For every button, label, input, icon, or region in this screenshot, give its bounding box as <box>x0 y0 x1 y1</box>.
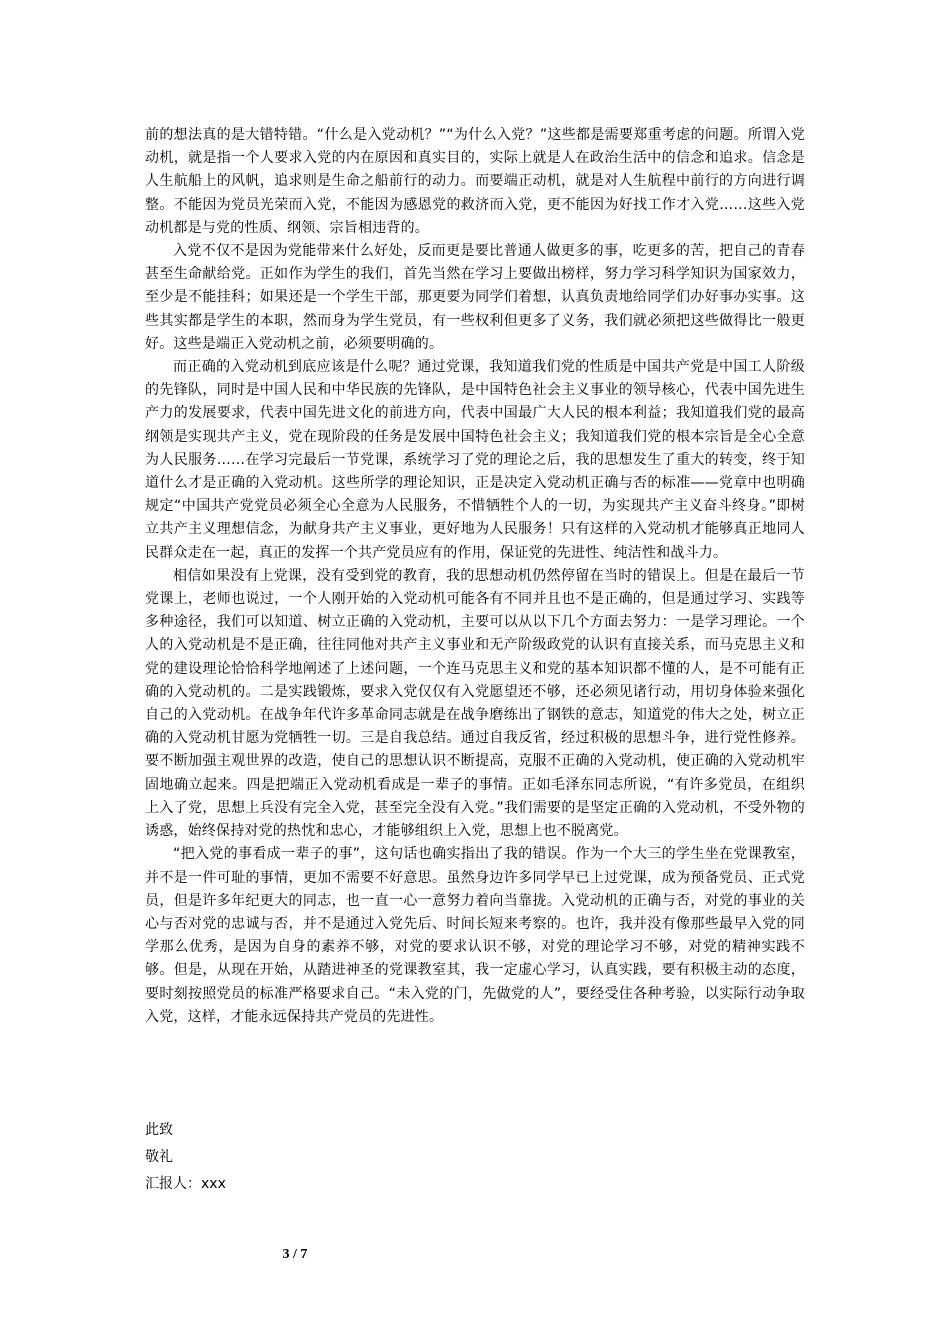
document-body <box>145 124 805 1029</box>
paragraph-4: 相信如果没有上党课，没有受到党的教育，我的思想动机仍然停留在当时的错误上。但是在最后一节党课上，老师也说过，一个人刚开始的入党动机可能各有不同并且也不是正确的，但是通过学习、实践等多种途径，我们可以知道、树立正确的入党动机，主要可以从以下几个方面去努力：一是学习理论。一个人的入党动机是不是正确，往往同他对共产主义事业和无产阶级政党的认识有直接关系，而马克思主义和党的建设理论恰恰科学地阐述了上述问题，一个连马克思主义和党的基本知识都不懂的人，是不可能有正确的入党动机的。二是实践锻炼，要求入党仅仅有入党愿望还不够，还必须见诸行动，用切身体验来强化自己的入党动机。在战争年代许多革命同志就是在战争磨练出了钢铁的意志，知道党的伟大之处，树立正确的入党动机甘愿为党牺牲一切。三是自我总结。通过自我反省，经过积极的思想斗争，进行党性修养。要不断加强主观世界的改造，使自己的思想认识不断提高，克服不正确的入党动机，使正确的入党动机牢固地确立起来。四是把端正入党动机看成是一辈子的事情。正如毛泽东同志所说，“有许多党员，在组织上入了党，思想上兵没有完全入党，甚至完全没有入党。”我们需要的是坚定正确的入党动机，不受外物的诱惑，始终保持对党的热忱和忠心，才能够组织上入党，思想上也不脱离党。 <box>145 567 805 840</box>
paragraph-1: 前的想法真的是大错特错。“什么是入党动机？”“为什么入党？”这些都是需要郑重考虑的问题。所谓入党动机，就是指一个人要求入党的内在原因和真实目的，实际上就是人在政治生活中的信念和追求。信念是人生航船上的风帆，追求则是生命之船前行的动力。而要端正动机，就是对人生航程中前行的方向进行调整。不能因为党员光荣而入党，不能因为感恩党的救济而入党，更不能因为好找工作才入党……这些入党动机都是与党的性质、纲领、宗旨相违背的。 <box>145 127 805 236</box>
paragraph-2: 入党不仅不是因为党能带来什么好处，反而更是要比普通人做更多的事，吃更多的苦，把自己的青春甚至生命献给党。正如作为学生的我们，首先当然在学习上要做出榜样，努力学习科学知识为国家效力，至少是不能挂科；如果还是一个学生干部，那更要为同学们着想，认真负责地给同学们办好事办实事。这些其实都是学生的本职，然而身为学生党员，有一些权利但更多了义务，我们就必须把这些做得比一般更好。这些是端正入党动机之前，必须要明确的。 <box>145 243 805 352</box>
reporter-signature: 汇报人：xxx <box>145 1176 226 1192</box>
paragraph-3: 而正确的入党动机到底应该是什么呢？通过党课，我知道我们党的性质是中国共产党是中国工人阶级的先锋队，同时是中国人民和中华民族的先锋队，是中国特色社会主义事业的领导核心，代表中国先进生产力的发展要求，代表中国先进文化的前进方向，代表中国最广大人民的根本利益；我知道我们党的最高纲领是实现共产主义，党在现阶段的任务是发展中国特色社会主义；我知道我们党的根本宗旨是全心全意为人民服务……在学习完最后一节党课，系统学习了党的理论之后，我的思想发生了重大的转变，终于知道什么才是正确的入党动机。这些所学的理论知识，正是决定入党动机正确与否的标准——党章中也明确规定“中国共产党党员必须全心全意为人民服务，不惜牺牲个人的一切，为实现共产主义奋斗终身。”即树立共产主义理想信念，为献身共产主义事业，更好地为人民服务！只有这样的入党动机才能够真正地同人民群众走在一起，真正的发挥一个共产党员应有的作用，保证党的先进性、纯洁性和战斗力。 <box>145 359 805 561</box>
page-number: 3 / 7 <box>282 1247 308 1262</box>
paragraph-5: “把入党的事看成一辈子的事”，这句话也确实指出了我的错误。作为一个大三的学生坐在党课教室，并不是一件可耻的事情，更加不需要不好意思。虽然身边许多同学早已上过党课，成为预备党员、正式党员，但是许多年纪更大的同志，也一直一心一意努力着向当靠拢。入党动机的正确与否，对党的事业的关心与否对党的忠诚与否，并不是通过入党先后、时间长短来考察的。也许，我并没有像那些最早入党的同学那么优秀，是因为自身的素养不够，对党的要求认识不够，对党的理论学习不够，对党的精神实践不够。但是，从现在开始，从踏进神圣的党课教室其，我一定虚心学习，认真实践，要有积极主动的态度，要时刻按照党员的标准严格要求自己。“未入党的门，先做党的人”，要经受住各种考验，以实际行动争取入党，这样，才能永远保持共产党员的先进性。 <box>145 846 805 1025</box>
closing-regards: 敬礼 <box>145 1149 173 1165</box>
closing-salutation: 此致 <box>145 1122 173 1138</box>
closing-block <box>145 1117 226 1198</box>
